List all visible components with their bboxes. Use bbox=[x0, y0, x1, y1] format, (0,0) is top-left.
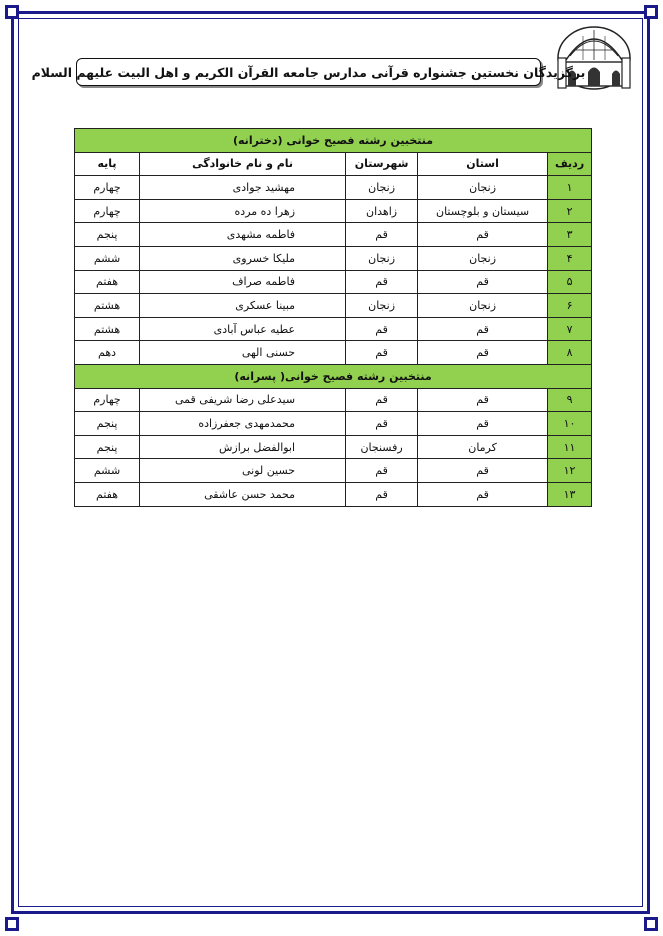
column-header-province: استان bbox=[418, 152, 548, 176]
frame-corner-ornament bbox=[5, 917, 19, 931]
grade-cell: چهارم bbox=[75, 176, 140, 200]
row-number-cell: ۴ bbox=[548, 246, 592, 270]
table-row bbox=[75, 412, 592, 436]
column-header-row-number: ردیف bbox=[548, 152, 592, 176]
city-cell: قم bbox=[346, 317, 418, 341]
province-cell: قم bbox=[418, 388, 548, 412]
province-cell: قم bbox=[418, 482, 548, 506]
header-banner bbox=[31, 58, 586, 86]
row-number-cell: ۸ bbox=[548, 341, 592, 365]
name-cell: زهرا ده مرده bbox=[140, 199, 346, 223]
winners-table bbox=[74, 128, 592, 507]
grade-cell: ششم bbox=[75, 459, 140, 483]
name-cell: حسین لونی bbox=[140, 459, 346, 483]
province-cell: قم bbox=[418, 412, 548, 436]
province-cell: زنجان bbox=[418, 246, 548, 270]
table-header-row bbox=[75, 152, 592, 176]
province-cell: قم bbox=[418, 317, 548, 341]
row-number-cell: ۲ bbox=[548, 199, 592, 223]
name-cell: فاطمه مشهدی bbox=[140, 223, 346, 247]
table-row bbox=[75, 223, 592, 247]
grade-cell: پنجم bbox=[75, 412, 140, 436]
grade-cell: چهارم bbox=[75, 199, 140, 223]
city-cell: رفسنجان bbox=[346, 435, 418, 459]
city-cell: قم bbox=[346, 459, 418, 483]
city-cell: قم bbox=[346, 270, 418, 294]
row-number-cell: ۱۱ bbox=[548, 435, 592, 459]
row-number-cell: ۱۳ bbox=[548, 482, 592, 506]
table-row bbox=[75, 341, 592, 365]
name-cell: فاطمه صراف bbox=[140, 270, 346, 294]
section-title: منتخبین رشته فصیح خوانی (دخترانه) bbox=[75, 129, 592, 153]
table-row bbox=[75, 435, 592, 459]
table-row bbox=[75, 388, 592, 412]
column-header-full-name: نام و نام خانوادگی bbox=[140, 152, 346, 176]
name-cell: محمد حسن عاشقی bbox=[140, 482, 346, 506]
column-header-grade: پایه bbox=[75, 152, 140, 176]
name-cell: حسنی الهی bbox=[140, 341, 346, 365]
province-cell: قم bbox=[418, 223, 548, 247]
grade-cell: پنجم bbox=[75, 435, 140, 459]
row-number-cell: ۶ bbox=[548, 294, 592, 318]
row-number-cell: ۵ bbox=[548, 270, 592, 294]
city-cell: قم bbox=[346, 482, 418, 506]
grade-cell: هشتم bbox=[75, 294, 140, 318]
table-row bbox=[75, 246, 592, 270]
city-cell: زنجان bbox=[346, 176, 418, 200]
row-number-cell: ۱۰ bbox=[548, 412, 592, 436]
frame-corner-ornament bbox=[644, 5, 658, 19]
section-heading-row bbox=[75, 364, 592, 388]
name-cell: مهشید جوادی bbox=[140, 176, 346, 200]
table-row bbox=[75, 317, 592, 341]
city-cell: زنجان bbox=[346, 294, 418, 318]
table-row bbox=[75, 270, 592, 294]
section-heading-row bbox=[75, 129, 592, 153]
city-cell: قم bbox=[346, 388, 418, 412]
name-cell: عطیه عباس آبادی bbox=[140, 317, 346, 341]
grade-cell: چهارم bbox=[75, 388, 140, 412]
row-number-cell: ۹ bbox=[548, 388, 592, 412]
page-title: برگزیدگان نخستین جشنواره قرآنی مدارس جامعه القرآن الکریم و اهل البیت علیهم السلام bbox=[31, 64, 586, 80]
row-number-cell: ۱۲ bbox=[548, 459, 592, 483]
grade-cell: هشتم bbox=[75, 317, 140, 341]
province-cell: قم bbox=[418, 459, 548, 483]
grade-cell: هفتم bbox=[75, 482, 140, 506]
name-cell: محمدمهدی جعفرزاده bbox=[140, 412, 346, 436]
city-cell: قم bbox=[346, 412, 418, 436]
province-cell: قم bbox=[418, 341, 548, 365]
name-cell: ملیکا خسروی bbox=[140, 246, 346, 270]
province-cell: زنجان bbox=[418, 176, 548, 200]
name-cell: مبینا عسکری bbox=[140, 294, 346, 318]
row-number-cell: ۷ bbox=[548, 317, 592, 341]
province-cell: سیستان و بلوچستان bbox=[418, 199, 548, 223]
grade-cell: دهم bbox=[75, 341, 140, 365]
frame-corner-ornament bbox=[5, 5, 19, 19]
city-cell: زنجان bbox=[346, 246, 418, 270]
grade-cell: ششم bbox=[75, 246, 140, 270]
table-row bbox=[75, 294, 592, 318]
name-cell: ابوالفضل برازش bbox=[140, 435, 346, 459]
city-cell: قم bbox=[346, 223, 418, 247]
table-row bbox=[75, 459, 592, 483]
table-row bbox=[75, 176, 592, 200]
section-title: منتخبین رشته فصیح خوانی( پسرانه) bbox=[75, 364, 592, 388]
province-cell: کرمان bbox=[418, 435, 548, 459]
column-header-city: شهرستان bbox=[346, 152, 418, 176]
row-number-cell: ۱ bbox=[548, 176, 592, 200]
frame-corner-ornament bbox=[644, 917, 658, 931]
city-cell: زاهدان bbox=[346, 199, 418, 223]
city-cell: قم bbox=[346, 341, 418, 365]
province-cell: قم bbox=[418, 270, 548, 294]
row-number-cell: ۳ bbox=[548, 223, 592, 247]
table-row bbox=[75, 199, 592, 223]
name-cell: سیدعلی رضا شریفی قمی bbox=[140, 388, 346, 412]
province-cell: زنجان bbox=[418, 294, 548, 318]
grade-cell: پنجم bbox=[75, 223, 140, 247]
grade-cell: هفتم bbox=[75, 270, 140, 294]
table-row bbox=[75, 482, 592, 506]
